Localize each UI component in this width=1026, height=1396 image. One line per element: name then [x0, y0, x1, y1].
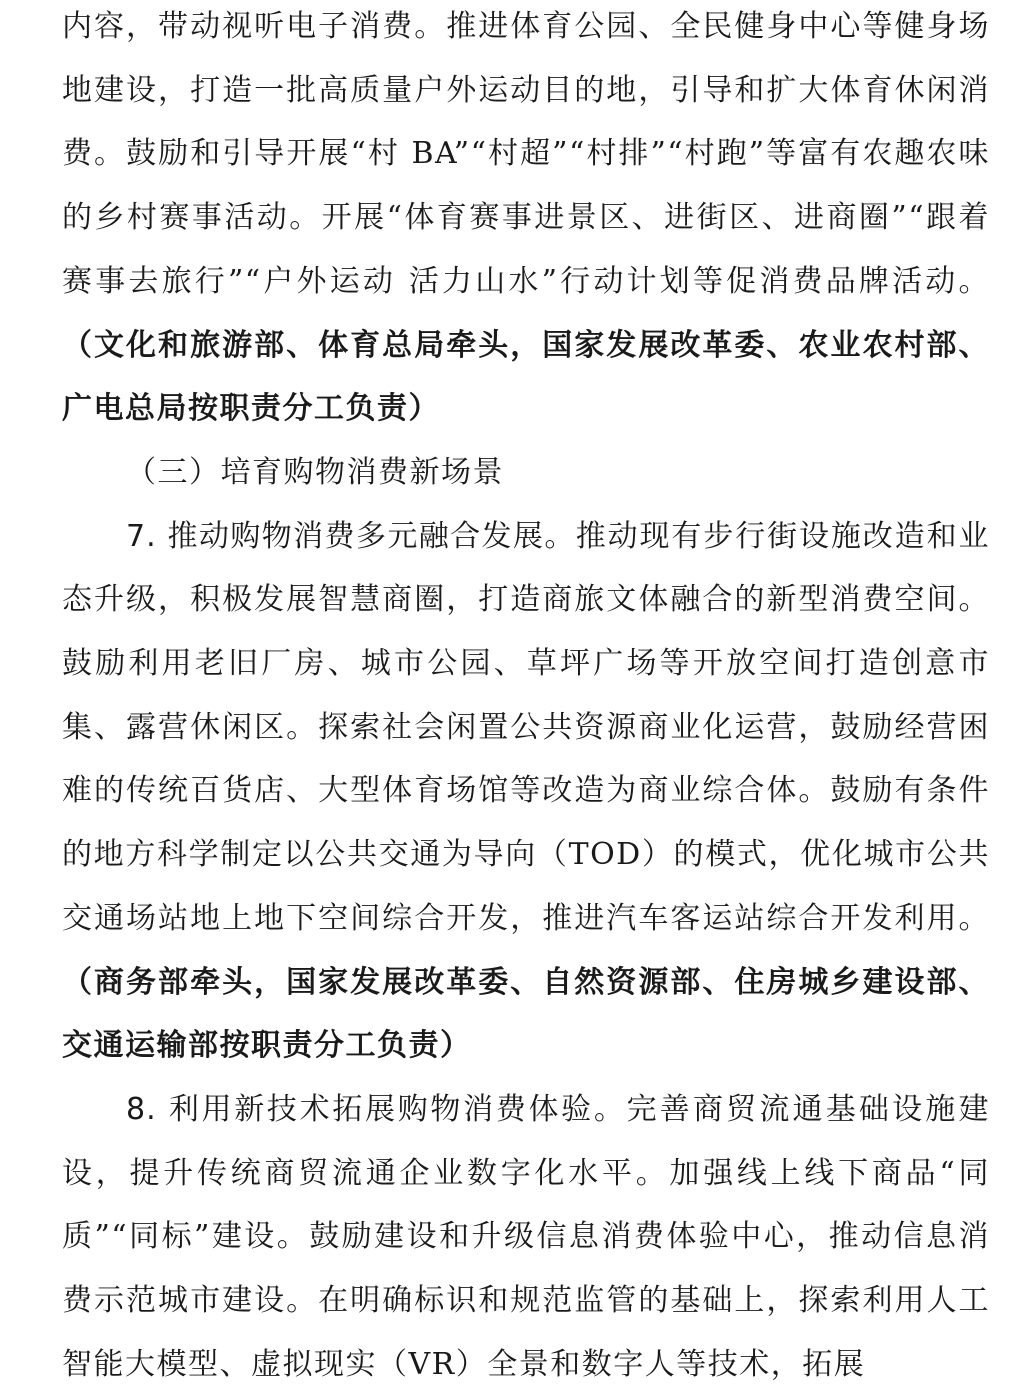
item-8-paragraph: [62, 1078, 990, 1396]
item-7-body: 推动现有步行街设施改造和业态升级，积极发展智慧商圈，打造商旅文体融合的新型消费空间。鼓励利用老旧厂房、城市公园、草坪广场等开放空间打造创意市集、露营休闲区。探索社会闲置公共资源商业化运营，鼓励经营困难的传统百货店、大型体育场馆等改造为商业综合体。鼓励有条件的地方科学制定以公共交通为导向（TOD）的模式，优化城市公共交通场站地上地下空间综合开发，推进汽车客运站综合开发利用。: [62, 518, 991, 936]
paragraph-sports-consumption: [62, 0, 990, 441]
responsible-departments: （文化和旅游部、体育总局牵头，国家发展改革委、农业农村部、广电总局按职责分工负责）: [62, 327, 990, 427]
document-page: [62, 0, 990, 1396]
item-7-responsible-departments: （商务部牵头，国家发展改革委、自然资源部、住房城乡建设部、交通运输部按职责分工负责）: [62, 964, 990, 1064]
section-heading-text: （三）培育购物消费新场景: [126, 454, 504, 490]
item-7-paragraph: [62, 505, 990, 1078]
paragraph-body: 内容，带动视听电子消费。推进体育公园、全民健身中心等健身场地建设，打造一批高质量户外运动目的地，引导和扩大体育休闲消费。鼓励和引导开展“村 BA”“村超”“村排”“村跑”等富有农趣农味的乡村赛事活动。开展“体育赛事进景区、进街区、进商圈”“跟着赛事去旅行”“户外运动 活力山水”行动计划等促消费品牌活动。: [62, 9, 990, 299]
item-7-lead: 7. 推动购物消费多元融合发展。: [126, 518, 576, 554]
item-8-lead: 8. 利用新技术拓展购物消费体验。: [126, 1091, 627, 1127]
item-8-body: 完善商贸流通基础设施建设，提升传统商贸流通企业数字化水平。加强线上线下商品“同质”“同标”建设。鼓励建设和升级信息消费体验中心，推动信息消费示范城市建设。在明确标识和规范监管的基础上，探索利用人工智能大模型、虚拟现实（VR）全景和数字人等技术，拓展: [62, 1091, 990, 1382]
section-heading-shopping-scenes: [62, 441, 990, 505]
